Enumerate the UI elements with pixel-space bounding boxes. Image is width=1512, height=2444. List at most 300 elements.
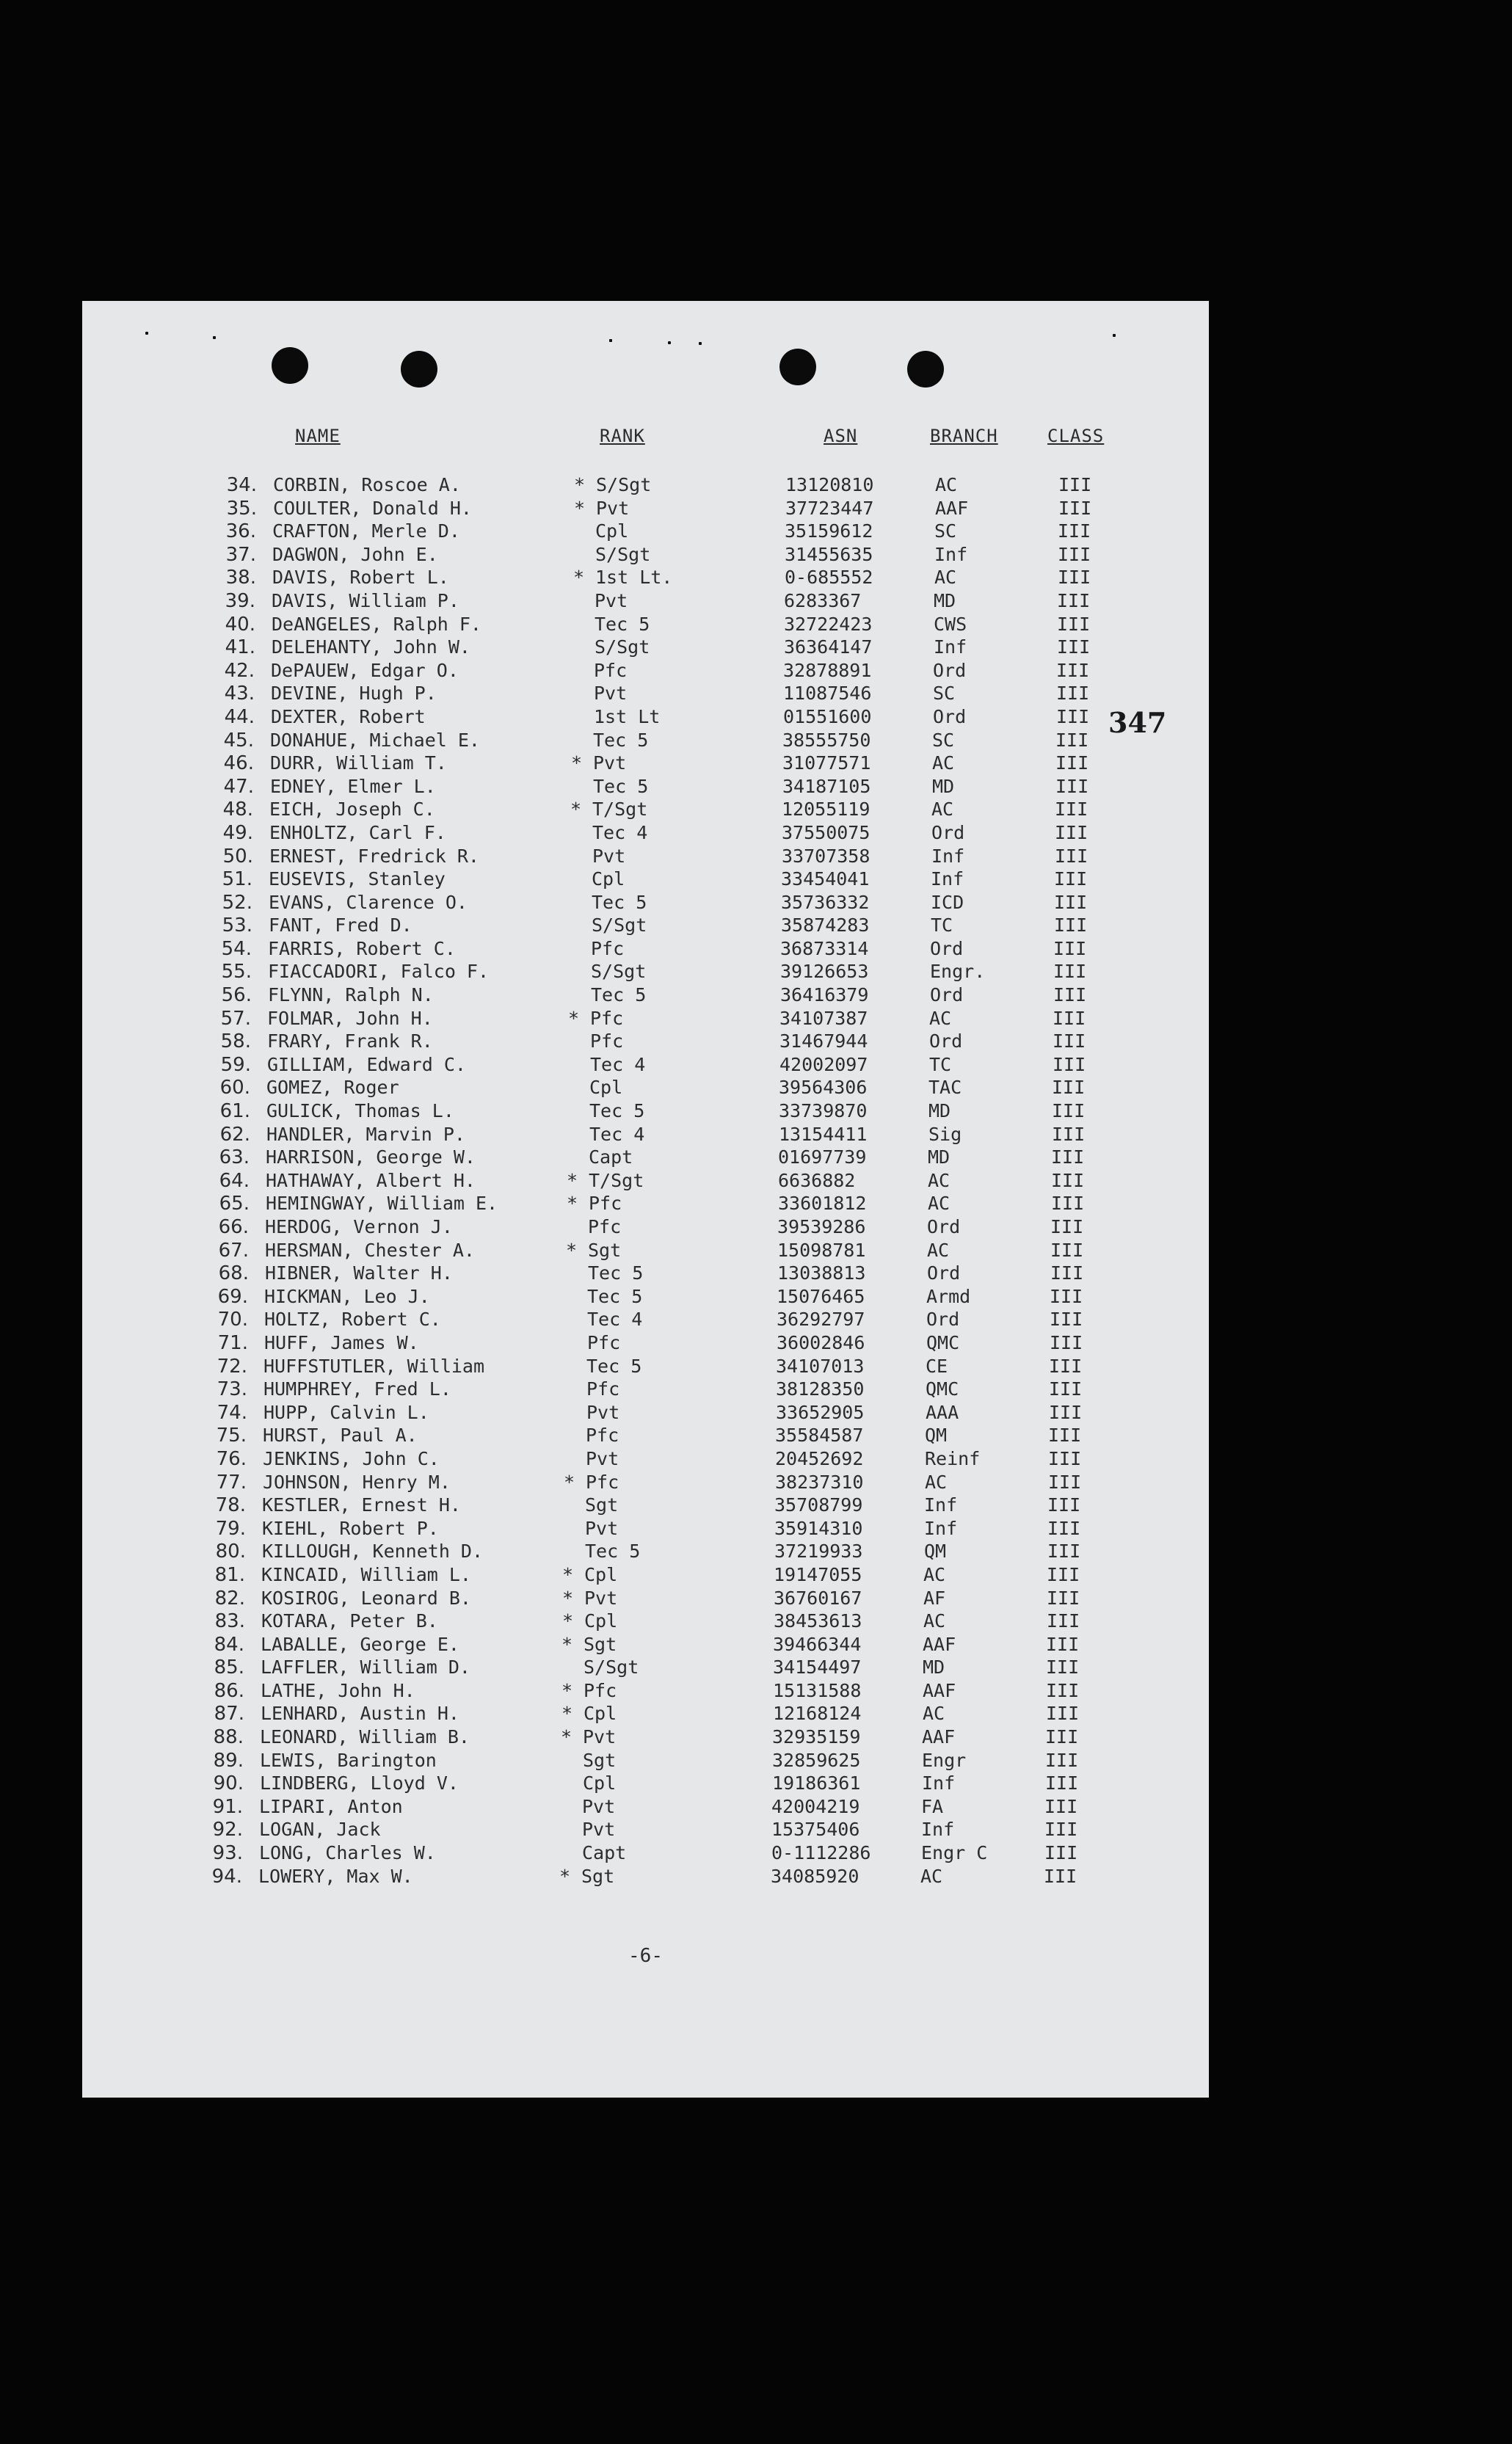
branch-cell: AC <box>935 474 958 495</box>
asn-cell: 11087546 <box>783 683 872 705</box>
name-cell: HICKMAN, Leo J. <box>264 1285 430 1307</box>
row-number: 61. <box>219 1100 250 1123</box>
dust-speck <box>213 336 216 339</box>
punch-hole <box>907 351 944 388</box>
name-cell: HIBNER, Walter H. <box>265 1262 453 1284</box>
rank-cell: Pfc <box>586 1378 620 1400</box>
row-number: 92. <box>212 1819 243 1841</box>
class-cell: III <box>1053 937 1087 959</box>
name-cell: COULTER, Donald H. <box>273 497 472 519</box>
rank-cell: Pvt <box>585 1517 619 1539</box>
branch-cell: Engr. <box>930 961 986 983</box>
class-cell: III <box>1058 497 1092 519</box>
asn-cell: 37550075 <box>782 821 871 843</box>
rank-cell: Tec 5 <box>592 891 647 913</box>
class-cell: III <box>1046 1633 1080 1655</box>
asn-cell: 36416379 <box>780 984 869 1006</box>
rank-cell: Tec 5 <box>595 613 650 635</box>
name-cell: LINDBERG, Lloyd V. <box>260 1772 459 1794</box>
branch-cell: AC <box>931 799 954 821</box>
rank-cell: Pvt <box>593 752 627 774</box>
rank-cell: Pfc <box>586 1471 619 1493</box>
asn-cell: 35584587 <box>775 1425 864 1447</box>
branch-cell: Ord <box>933 659 967 681</box>
class-cell: III <box>1053 1030 1086 1052</box>
class-cell: III <box>1054 891 1088 913</box>
branch-cell: AC <box>934 567 957 589</box>
page-number: -6- <box>628 1945 663 1967</box>
rank-cell: Pfc <box>589 1193 622 1215</box>
asn-cell: 36364147 <box>784 636 873 658</box>
table-row <box>75 1146 1202 1170</box>
table-row <box>79 822 1205 845</box>
table-row <box>77 938 1204 961</box>
branch-cell: AC <box>928 1169 951 1191</box>
asn-cell: 36002846 <box>777 1331 865 1353</box>
class-cell: III <box>1044 1819 1078 1841</box>
class-cell: III <box>1047 1610 1080 1632</box>
name-cell: HEMINGWAY, William E. <box>266 1193 498 1215</box>
table-row <box>69 1772 1196 1796</box>
class-cell: III <box>1048 1425 1082 1447</box>
branch-cell: Ord <box>930 984 964 1006</box>
asn-cell: 19186361 <box>772 1772 861 1794</box>
class-cell: III <box>1056 659 1090 681</box>
class-cell: III <box>1055 845 1088 867</box>
table-row <box>76 1077 1202 1100</box>
table-row <box>81 520 1208 544</box>
branch-cell: AC <box>923 1703 945 1725</box>
row-number: 54. <box>221 937 252 960</box>
class-cell: III <box>1045 1749 1079 1771</box>
rank-cell: Cpl <box>592 868 625 890</box>
asn-cell: 35874283 <box>781 914 870 936</box>
class-cell: III <box>1045 1726 1079 1748</box>
asn-cell: 38555750 <box>782 729 871 751</box>
asn-cell: 38453613 <box>774 1610 862 1632</box>
row-number: 50. <box>222 845 253 868</box>
asterisk-mark: * <box>559 1865 571 1887</box>
class-cell: III <box>1046 1679 1080 1701</box>
class-cell: III <box>1053 1007 1086 1029</box>
dust-speck <box>609 339 612 342</box>
table-row <box>81 590 1207 614</box>
row-number: 41. <box>225 636 255 659</box>
branch-cell: Inf <box>934 636 967 658</box>
row-number: 34. <box>226 474 257 496</box>
rank-cell: Capt <box>589 1146 633 1168</box>
name-cell: FRARY, Frank R. <box>267 1030 433 1052</box>
row-number: 44. <box>224 705 255 728</box>
branch-cell: AC <box>923 1563 946 1585</box>
rank-cell: Tec 5 <box>588 1262 644 1284</box>
class-cell: III <box>1055 729 1089 751</box>
row-number: 49. <box>222 821 253 844</box>
asn-cell: 36292797 <box>777 1309 865 1331</box>
asterisk-mark: * <box>564 1471 575 1493</box>
row-number: 65. <box>219 1193 250 1215</box>
branch-cell: Engr C <box>921 1842 988 1864</box>
asn-cell: 20452692 <box>775 1447 864 1469</box>
name-cell: CRAFTON, Merle D. <box>272 520 460 542</box>
row-number: 70. <box>217 1309 248 1331</box>
row-number: 60. <box>219 1077 250 1099</box>
row-number: 45. <box>223 729 254 752</box>
asn-cell: 13154411 <box>779 1123 868 1145</box>
page-stamp-number: 347 <box>1108 706 1167 739</box>
name-cell: LEONARD, William B. <box>260 1726 470 1748</box>
class-cell: III <box>1050 1309 1083 1331</box>
asn-cell: 0-685552 <box>785 567 873 589</box>
table-row <box>70 1703 1196 1726</box>
branch-cell: MD <box>923 1656 945 1679</box>
dust-speck <box>668 341 671 344</box>
asn-cell: 32859625 <box>772 1749 861 1771</box>
row-number: 35. <box>226 497 257 520</box>
row-number: 51. <box>222 868 252 891</box>
asn-cell: 33739870 <box>779 1100 868 1122</box>
branch-cell: AC <box>928 1193 951 1215</box>
asterisk-mark: * <box>571 752 583 774</box>
rank-cell: Tec 5 <box>585 1541 641 1563</box>
table-row <box>74 1216 1201 1240</box>
table-row <box>75 1170 1202 1193</box>
class-cell: III <box>1047 1517 1081 1539</box>
rank-cell: Pfc <box>591 937 625 959</box>
row-number: 63. <box>219 1146 250 1169</box>
asterisk-mark: * <box>574 497 586 519</box>
table-row <box>69 1726 1196 1750</box>
table-row <box>77 984 1204 1008</box>
table-row <box>77 961 1204 984</box>
document-page <box>82 301 1209 2098</box>
branch-cell: TAC <box>928 1077 962 1099</box>
asn-cell: 34085920 <box>771 1865 859 1887</box>
asn-cell: 42002097 <box>779 1053 868 1075</box>
name-cell: HARRISON, George W. <box>266 1146 476 1168</box>
row-number: 53. <box>222 914 252 937</box>
name-cell: ERNEST, Fredrick R. <box>269 845 479 867</box>
row-number: 62. <box>219 1123 250 1146</box>
asterisk-mark: * <box>574 474 586 495</box>
asn-cell: 12055119 <box>782 799 871 821</box>
branch-cell: SC <box>932 729 955 751</box>
name-cell: KILLOUGH, Kenneth D. <box>262 1541 484 1563</box>
asterisk-mark: * <box>561 1726 573 1748</box>
name-cell: FANT, Fred D. <box>269 914 412 936</box>
branch-cell: MD <box>928 1146 951 1168</box>
table-row <box>78 868 1204 892</box>
rank-cell: 1st Lt. <box>595 567 673 589</box>
rank-cell: Pvt <box>586 1447 619 1469</box>
branch-cell: Ord <box>931 821 965 843</box>
class-cell: III <box>1054 868 1088 890</box>
row-number: 79. <box>215 1517 246 1540</box>
rank-cell: Cpl <box>584 1563 618 1585</box>
name-cell: HUMPHREY, Fred L. <box>263 1378 451 1400</box>
rank-cell: Pfc <box>584 1679 617 1701</box>
asn-cell: 38237310 <box>775 1471 864 1493</box>
class-cell: III <box>1044 1842 1078 1864</box>
branch-cell: Inf <box>922 1772 956 1794</box>
name-cell: HURST, Paul A. <box>263 1425 418 1447</box>
row-number: 58. <box>220 1030 251 1053</box>
asterisk-mark: * <box>570 799 582 821</box>
rank-cell: Pfc <box>590 1030 624 1052</box>
asterisk-mark: * <box>567 1169 578 1191</box>
branch-cell: Ord <box>933 705 967 727</box>
asn-cell: 19147055 <box>774 1563 862 1585</box>
punch-hole <box>272 347 308 384</box>
asn-cell: 34107013 <box>776 1355 865 1377</box>
branch-cell: QMC <box>926 1331 960 1353</box>
class-cell: III <box>1049 1355 1083 1377</box>
rank-cell: Sgt <box>584 1633 617 1655</box>
rank-cell: Sgt <box>583 1749 617 1771</box>
class-cell: III <box>1053 961 1087 983</box>
name-cell: LONG, Charles W. <box>259 1842 436 1864</box>
branch-cell: QM <box>925 1425 948 1447</box>
branch-cell: AC <box>920 1865 943 1887</box>
rank-cell: T/Sgt <box>589 1169 644 1191</box>
row-number: 48. <box>222 799 253 821</box>
name-cell: EVANS, Clarence O. <box>269 891 468 913</box>
asn-cell: 34187105 <box>782 775 871 797</box>
row-number: 89. <box>213 1749 244 1772</box>
branch-cell: AF <box>923 1587 946 1609</box>
asterisk-mark: * <box>573 567 585 589</box>
table-row <box>74 1262 1201 1286</box>
row-number: 69. <box>217 1285 248 1308</box>
class-cell: III <box>1055 821 1088 843</box>
row-number: 38. <box>225 567 256 589</box>
asn-cell: 37723447 <box>785 497 874 519</box>
branch-cell: Ord <box>929 1030 963 1052</box>
asn-cell: 39466344 <box>773 1633 862 1655</box>
row-number: 36. <box>225 520 256 543</box>
table-row <box>81 636 1207 660</box>
name-cell: KINCAID, William L. <box>261 1563 471 1585</box>
row-number: 72. <box>217 1355 247 1378</box>
row-number: 59. <box>220 1053 251 1076</box>
rank-cell: Pvt <box>586 1401 620 1423</box>
row-number: 78. <box>215 1494 246 1517</box>
row-number: 43. <box>224 683 255 705</box>
row-number: 66. <box>218 1216 249 1238</box>
table-row <box>76 1124 1202 1147</box>
asterisk-mark: * <box>562 1610 574 1632</box>
row-number: 83. <box>214 1610 245 1633</box>
name-cell: HOLTZ, Robert C. <box>264 1309 441 1331</box>
branch-cell: Inf <box>921 1819 955 1841</box>
row-number: 77. <box>216 1471 247 1494</box>
table-row <box>72 1425 1199 1448</box>
table-row <box>80 660 1207 683</box>
name-cell: HERDOG, Vernon J. <box>265 1216 453 1237</box>
name-cell: GOMEZ, Roger <box>266 1077 399 1099</box>
rank-cell: Pvt <box>582 1819 616 1841</box>
branch-cell: ICD <box>931 891 964 913</box>
asn-cell: 35159612 <box>785 520 873 542</box>
rank-cell: Pvt <box>583 1726 617 1748</box>
class-cell: III <box>1056 683 1090 705</box>
rank-cell: Tec 5 <box>589 1100 645 1122</box>
class-cell: III <box>1047 1587 1080 1609</box>
table-row <box>79 799 1205 822</box>
name-cell: HERSMAN, Chester A. <box>265 1239 475 1261</box>
rank-cell: Pvt <box>595 589 628 611</box>
branch-cell: Ord <box>926 1309 960 1331</box>
branch-cell: AC <box>932 752 955 774</box>
class-cell: III <box>1050 1331 1083 1353</box>
class-cell: III <box>1047 1563 1080 1585</box>
class-cell: III <box>1050 1285 1083 1307</box>
branch-cell: AAA <box>926 1401 959 1423</box>
table-row <box>75 1193 1202 1216</box>
dust-speck <box>1113 334 1116 337</box>
name-cell: JENKINS, John C. <box>263 1447 440 1469</box>
asn-cell: 32878891 <box>783 659 872 681</box>
row-number: 84. <box>214 1633 244 1656</box>
table-row <box>73 1286 1200 1309</box>
row-number: 74. <box>217 1401 247 1424</box>
table-row <box>76 1054 1203 1077</box>
row-number: 94. <box>211 1865 242 1888</box>
rank-cell: Pfc <box>590 1007 624 1029</box>
table-row <box>73 1378 1199 1402</box>
rank-cell: T/Sgt <box>592 799 648 821</box>
asn-cell: 13120810 <box>785 474 874 495</box>
table-row <box>71 1518 1198 1541</box>
table-row <box>76 1100 1202 1124</box>
table-row <box>68 1819 1195 1842</box>
branch-cell: Sig <box>928 1123 962 1145</box>
row-number: 82. <box>214 1587 245 1610</box>
row-number: 86. <box>214 1679 244 1702</box>
table-row <box>76 1008 1203 1031</box>
rank-cell: S/Sgt <box>595 543 651 565</box>
rank-cell: Tec 5 <box>587 1285 643 1307</box>
branch-cell: SC <box>934 520 957 542</box>
row-number: 64. <box>219 1169 250 1192</box>
asn-cell: 6283367 <box>784 589 862 611</box>
table-row <box>74 1240 1201 1263</box>
rank-cell: Pvt <box>582 1795 616 1817</box>
name-cell: HUPP, Calvin L. <box>263 1401 429 1423</box>
class-cell: III <box>1047 1541 1081 1563</box>
class-cell: III <box>1047 1494 1081 1516</box>
table-row <box>71 1494 1198 1518</box>
class-cell: III <box>1048 1447 1082 1469</box>
table-row <box>81 567 1208 590</box>
branch-cell: CE <box>926 1355 948 1377</box>
table-row <box>82 474 1209 498</box>
rank-cell: Tec 4 <box>589 1123 645 1145</box>
row-number: 39. <box>225 589 255 612</box>
class-cell: III <box>1049 1401 1083 1423</box>
row-number: 85. <box>214 1656 244 1679</box>
table-row <box>79 845 1205 869</box>
name-cell: LABALLE, George E. <box>261 1633 459 1655</box>
class-cell: III <box>1057 636 1091 658</box>
row-number: 76. <box>216 1447 247 1470</box>
rank-cell: S/Sgt <box>595 636 650 658</box>
asn-cell: 36873314 <box>780 937 869 959</box>
asn-cell: 35914310 <box>774 1517 863 1539</box>
name-cell: ENHOLTZ, Carl F. <box>269 821 446 843</box>
rank-cell: Cpl <box>584 1703 617 1725</box>
row-number: 80. <box>215 1541 246 1563</box>
class-cell: III <box>1050 1216 1084 1237</box>
rank-cell: Tec 5 <box>591 984 647 1006</box>
branch-cell: Ord <box>930 937 964 959</box>
name-cell: FARRIS, Robert C. <box>268 937 456 959</box>
branch-cell: AAF <box>923 1633 956 1655</box>
name-cell: DEXTER, Robert <box>271 705 426 727</box>
branch-cell: CWS <box>934 613 967 635</box>
asn-cell: 15375406 <box>771 1819 860 1841</box>
header-asn: ASN <box>824 426 858 446</box>
class-cell: III <box>1057 613 1091 635</box>
name-cell: DeANGELES, Ralph F. <box>272 613 481 635</box>
name-cell: LATHE, John H. <box>261 1679 415 1701</box>
asn-cell: 39564306 <box>779 1077 868 1099</box>
rank-cell: Sgt <box>588 1239 622 1261</box>
branch-cell: AC <box>929 1007 952 1029</box>
row-number: 47. <box>223 775 254 798</box>
asn-cell: 31455635 <box>785 543 873 565</box>
branch-cell: TC <box>929 1053 952 1075</box>
rank-cell: Tec 4 <box>590 1053 646 1075</box>
class-cell: III <box>1056 705 1090 727</box>
asn-cell: 33454041 <box>781 868 870 890</box>
name-cell: EDNEY, Elmer L. <box>270 775 436 797</box>
row-number: 40. <box>225 613 255 636</box>
table-row <box>71 1541 1198 1564</box>
name-cell: FIACCADORI, Falco F. <box>268 961 490 983</box>
rank-cell: S/Sgt <box>592 914 647 936</box>
branch-cell: Reinf <box>925 1447 981 1469</box>
rank-cell: Tec 5 <box>593 729 649 751</box>
name-cell: LOGAN, Jack <box>259 1819 381 1841</box>
row-number: 75. <box>216 1425 247 1447</box>
table-row <box>72 1472 1199 1495</box>
branch-cell: AC <box>927 1239 950 1261</box>
name-cell: HANDLER, Marvin P. <box>266 1123 465 1145</box>
rank-cell: Cpl <box>584 1610 618 1632</box>
asn-cell: 13038813 <box>777 1262 866 1284</box>
asterisk-mark: * <box>562 1587 574 1609</box>
class-cell: III <box>1055 775 1089 797</box>
class-cell: III <box>1046 1656 1080 1679</box>
name-cell: EICH, Joseph C. <box>269 799 435 821</box>
table-row <box>82 498 1209 521</box>
row-number: 88. <box>213 1726 244 1749</box>
asn-cell: 34154497 <box>773 1656 862 1679</box>
asn-cell: 15076465 <box>777 1285 865 1307</box>
class-cell: III <box>1044 1865 1077 1887</box>
class-cell: III <box>1058 474 1092 495</box>
asn-cell: 15131588 <box>773 1679 862 1701</box>
name-cell: DAGWON, John E. <box>272 543 438 565</box>
asterisk-mark: * <box>567 1193 578 1215</box>
table-row <box>69 1750 1196 1773</box>
asn-cell: 36760167 <box>774 1587 862 1609</box>
rank-cell: Capt <box>582 1842 627 1864</box>
header-branch: BRANCH <box>930 426 998 446</box>
name-cell: EUSEVIS, Stanley <box>269 868 446 890</box>
class-cell: III <box>1058 520 1091 542</box>
